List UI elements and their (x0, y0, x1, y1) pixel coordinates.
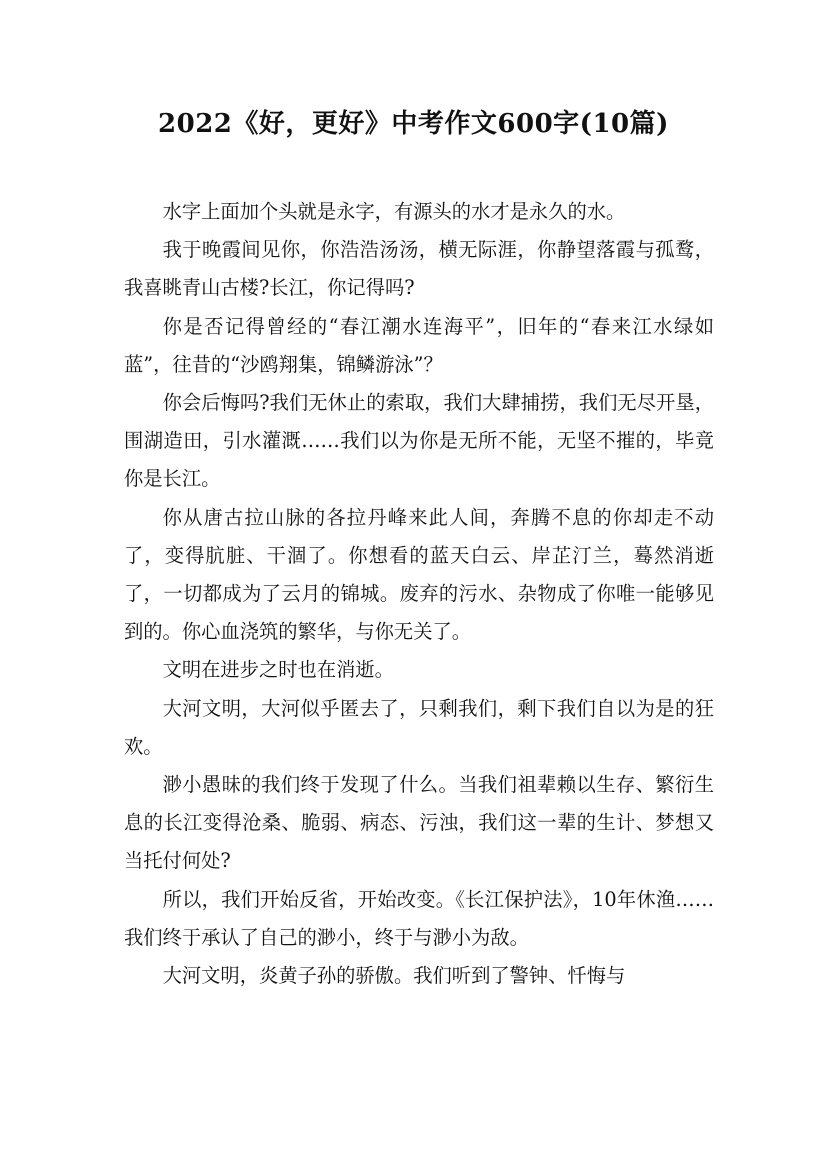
paragraph: 所以，我们开始反省，开始改变。《长江保护法》，10年休渔……我们终于承认了自己的渺小，终于与渺小为敌。 (124, 887, 714, 949)
paragraph: 渺小愚昧的我们终于发现了什么。当我们祖辈赖以生存、繁衍生息的长江变得沧桑、脆弱、病态、污浊，我们这一辈的生计、梦想又当托付何处? (124, 773, 714, 873)
paragraph: 大河文明，大河似乎匿去了，只剩我们，剩下我们自以为是的狂欢。 (124, 696, 714, 758)
paragraph: 你是否记得曾经的“春江潮水连海平”，旧年的“春来江水绿如蓝”，往昔的“沙鸥翔集，锦鳞游泳”？ (124, 314, 714, 376)
paragraph: 大河文明，炎黄子孙的骄傲。我们听到了警钟、忏悔与 (162, 964, 626, 988)
paragraph: 文明在进步之时也在消逝。 (162, 658, 394, 682)
paragraph: 我于晚霞间见你，你浩浩汤汤，横无际涯，你静望落霞与孤鹜，我喜眺青山古楼?长江，你记得吗? (124, 238, 714, 300)
paragraph: 你从唐古拉山脉的各拉丹峰来此人间，奔腾不息的你却走不动了，变得肮脏、干涸了。你想看的蓝天白云、岸芷汀兰，蓦然消逝了，一切都成为了云月的锦城。废弃的污水、杂物成了你唯一能够见到的。你心血浇筑的繁华，与你无关了。 (124, 505, 714, 644)
document-title: 2022《好，更好》中考作文600字(10篇) (158, 109, 669, 139)
paragraph: 水字上面加个头就是永字，有源头的水才是永久的水。 (162, 200, 626, 223)
document-body (124, 193, 714, 995)
paragraph: 你会后悔吗?我们无休止的索取，我们大肆捕捞，我们无尽开垦，围湖造田，引水灌溉……我们以为你是无所不能，无坚不摧的，毕竟你是长江。 (124, 391, 714, 491)
